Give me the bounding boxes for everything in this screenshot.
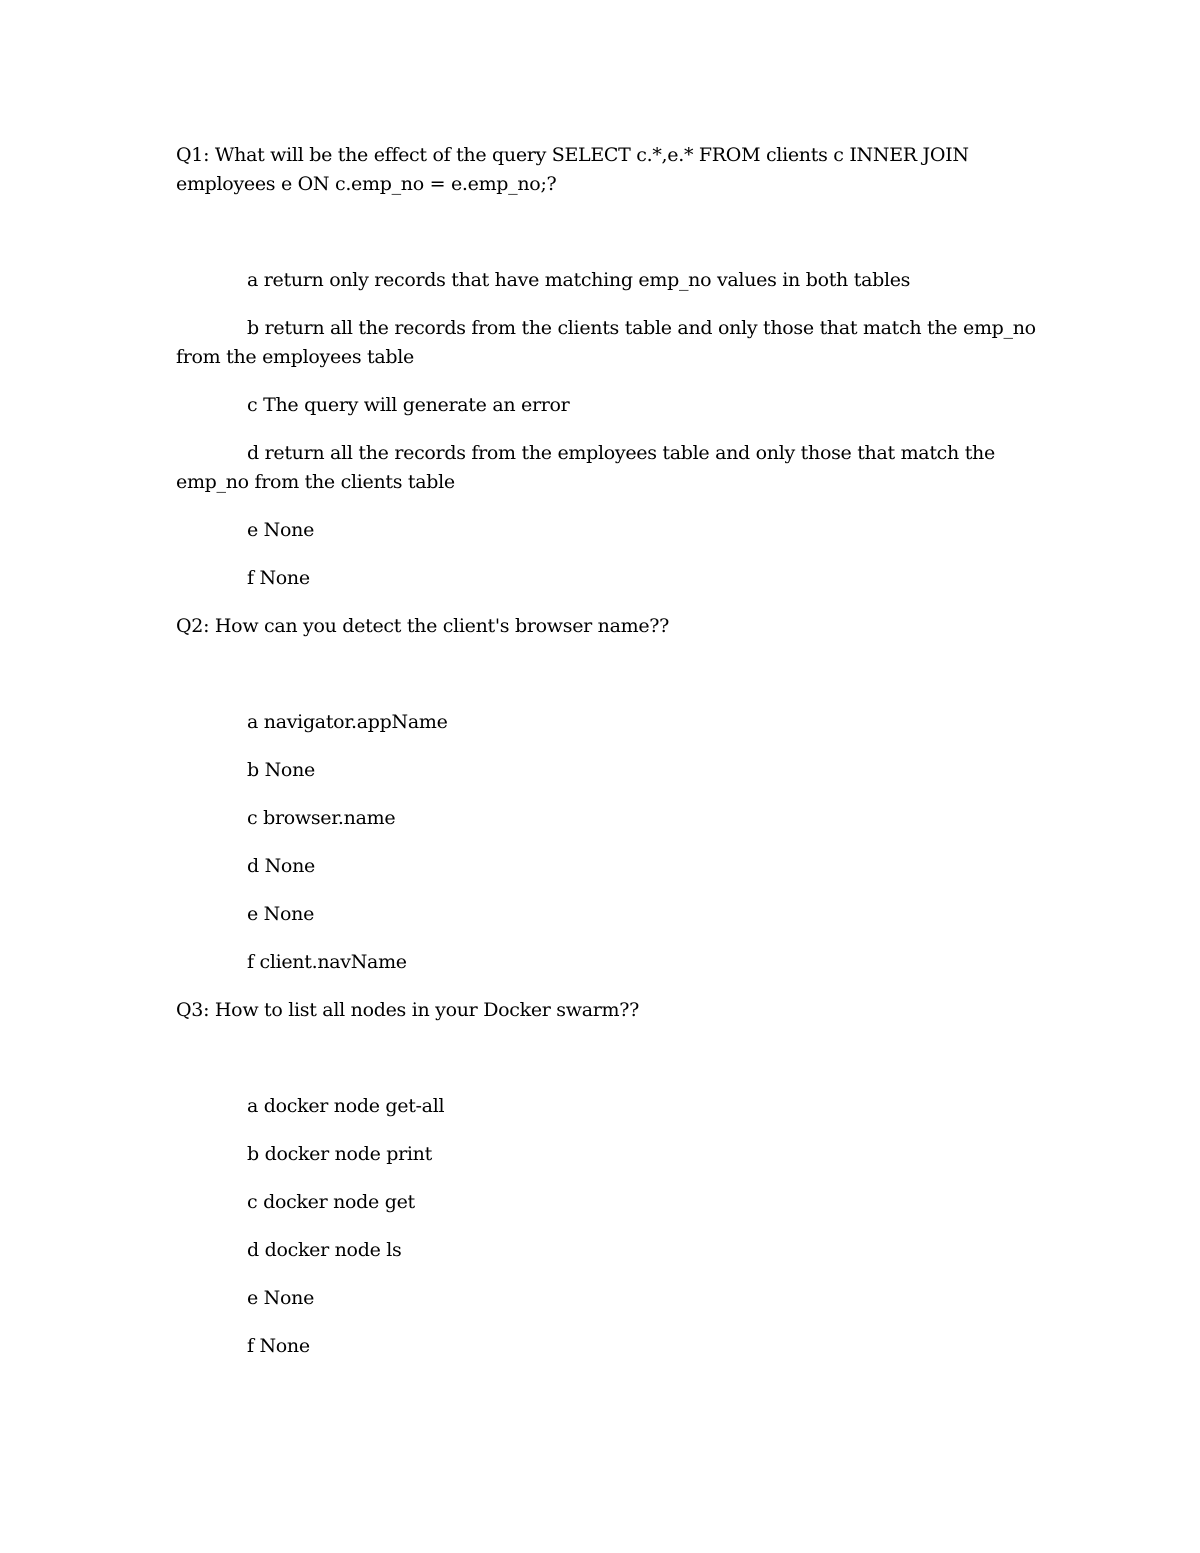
option-q3-b: b docker node print xyxy=(247,1143,432,1165)
question-text-q2: Q2: How can you detect the client's browser name?? xyxy=(176,615,670,637)
option-q1-a: a return only records that have matching emp_no values in both tables xyxy=(247,269,911,291)
option-q3-e: e None xyxy=(247,1287,315,1309)
option-q2-e: e None xyxy=(247,903,315,925)
question-block-q1 xyxy=(176,141,1036,593)
question-text-q3: Q3: How to list all nodes in your Docker swarm?? xyxy=(176,999,639,1021)
option-q2-c: c browser.name xyxy=(247,807,396,829)
option-q3-a: a docker node get-all xyxy=(247,1095,445,1117)
option-q2-b: b None xyxy=(247,759,315,781)
option-q2-d: d None xyxy=(247,855,315,877)
option-q2-a: a navigator.appName xyxy=(247,711,448,733)
option-q1-f: f None xyxy=(247,567,310,589)
option-q3-c: c docker node get xyxy=(247,1191,415,1213)
option-q1-c: c The query will generate an error xyxy=(247,394,570,416)
question-block-q2 xyxy=(176,612,1036,977)
option-q2-f: f client.navName xyxy=(247,951,407,973)
question-block-q3 xyxy=(176,996,1036,1361)
option-q1-d: d return all the records from the employees table and only those that match the emp_no from the clients table xyxy=(176,442,995,493)
option-q1-e: e None xyxy=(247,519,315,541)
question-text-q1: Q1: What will be the effect of the query SELECT c.*,e.* FROM clients c INNER JOIN employees e ON c.emp_no = e.emp_no;? xyxy=(176,144,969,195)
document-content xyxy=(176,141,1036,1380)
option-q3-d: d docker node ls xyxy=(247,1239,402,1261)
option-q1-b: b return all the records from the clients table and only those that match the emp_no from the employees table xyxy=(176,317,1036,368)
option-q3-f: f None xyxy=(247,1335,310,1357)
